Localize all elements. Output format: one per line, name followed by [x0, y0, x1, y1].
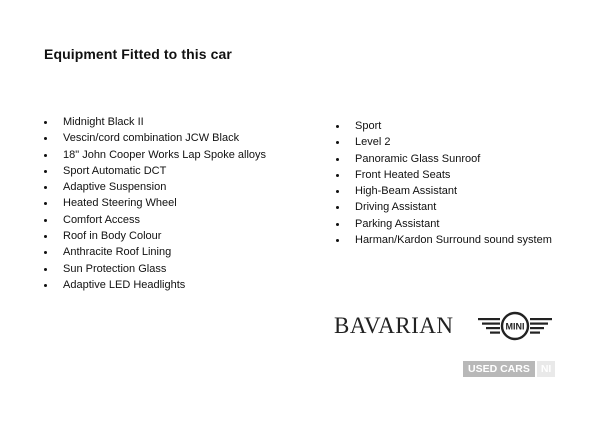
bullet-icon	[336, 141, 339, 144]
list-item: Roof in Body Colour	[44, 228, 266, 244]
list-item: Comfort Access	[44, 212, 266, 228]
page-title: Equipment Fitted to this car	[44, 46, 232, 62]
equipment-list-left	[44, 114, 266, 293]
list-item: Panoramic Glass Sunroof	[336, 151, 552, 167]
list-item: Driving Assistant	[336, 199, 552, 215]
list-item: Sport Automatic DCT	[44, 163, 266, 179]
list-item: Adaptive Suspension	[44, 179, 266, 195]
dealer-logo-text: BAVARIAN	[334, 313, 454, 338]
mini-logo-icon	[476, 311, 554, 341]
list-item: Adaptive LED Headlights	[44, 277, 266, 293]
bullet-icon	[336, 239, 339, 242]
bullet-icon	[336, 223, 339, 226]
list-item: Harman/Kardon Surround sound system	[336, 232, 552, 248]
bullet-icon	[336, 190, 339, 193]
bullet-icon	[44, 219, 47, 222]
list-item: Midnight Black II	[44, 114, 266, 130]
list-item: Anthracite Roof Lining	[44, 244, 266, 260]
used-cars-badge	[463, 361, 555, 377]
bullet-icon	[44, 284, 47, 287]
used-cars-label: USED CARS	[463, 361, 535, 377]
bullet-icon	[44, 235, 47, 238]
bullet-icon	[336, 174, 339, 177]
bullet-icon	[44, 186, 47, 189]
bullet-icon	[44, 121, 47, 124]
list-item: Parking Assistant	[336, 216, 552, 232]
bullet-icon	[44, 268, 47, 271]
bullet-icon	[44, 251, 47, 254]
list-item: High-Beam Assistant	[336, 183, 552, 199]
bullet-icon	[336, 125, 339, 128]
bullet-icon	[44, 170, 47, 173]
list-item: Sun Protection Glass	[44, 261, 266, 277]
list-item: Sport	[336, 118, 552, 134]
equipment-list-right	[336, 118, 552, 248]
bullet-icon	[44, 137, 47, 140]
list-item: Vescin/cord combination JCW Black	[44, 130, 266, 146]
list-item: Heated Steering Wheel	[44, 195, 266, 211]
bullet-icon	[336, 206, 339, 209]
list-item: 18" John Cooper Works Lap Spoke alloys	[44, 147, 266, 163]
bullet-icon	[336, 158, 339, 161]
svg-text:MINI: MINI	[505, 321, 525, 332]
bullet-icon	[44, 154, 47, 157]
bullet-icon	[44, 202, 47, 205]
list-item: Level 2	[336, 134, 552, 150]
region-label: NI	[537, 361, 556, 377]
list-item: Front Heated Seats	[336, 167, 552, 183]
